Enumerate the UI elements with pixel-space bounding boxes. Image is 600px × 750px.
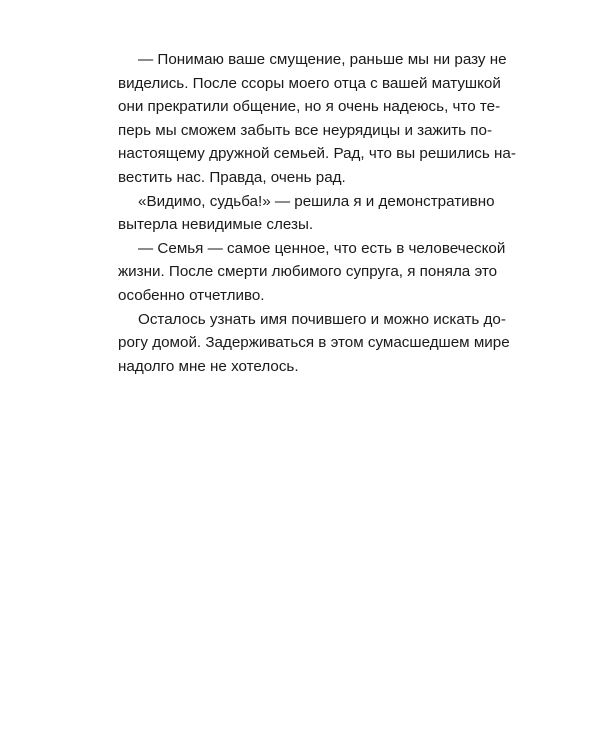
text-line: перь мы сможем забыть все неурядицы и зажить по-	[118, 121, 493, 139]
text-line: рогу домой. Задерживаться в этом сумасшедшем мире	[118, 334, 510, 352]
paragraph-4	[118, 308, 510, 379]
text-line: — Понимаю ваше смущение, раньше мы ни разу не	[138, 51, 507, 68]
text-line: вытерла невидимые слезы.	[118, 216, 314, 234]
paragraph-2	[118, 190, 495, 237]
text-line: они прекратили общение, но я очень надеюсь, что те-	[118, 98, 501, 116]
text-line: надолго мне не хотелось.	[118, 357, 299, 375]
text-line: настоящему дружной семьей. Рад, что вы решились на-	[118, 145, 516, 163]
text-line: жизни. После смерти любимого супруга, я поняла это	[118, 263, 498, 281]
paragraph-3	[118, 237, 506, 308]
body-text	[118, 48, 516, 378]
text-line: — Семья — самое ценное, что есть в человеческой	[138, 239, 506, 257]
text-line: Осталось узнать имя почившего и можно искать до-	[138, 310, 506, 328]
text-line: «Видимо, судьба!» — решила я и демонстративно	[138, 192, 495, 210]
text-line: виделись. После ссоры моего отца с вашей матушкой	[118, 74, 501, 92]
text-line: вестить нас. Правда, очень рад.	[118, 168, 346, 186]
text-line: особенно отчетливо.	[118, 286, 265, 304]
paragraph-1	[118, 48, 516, 190]
